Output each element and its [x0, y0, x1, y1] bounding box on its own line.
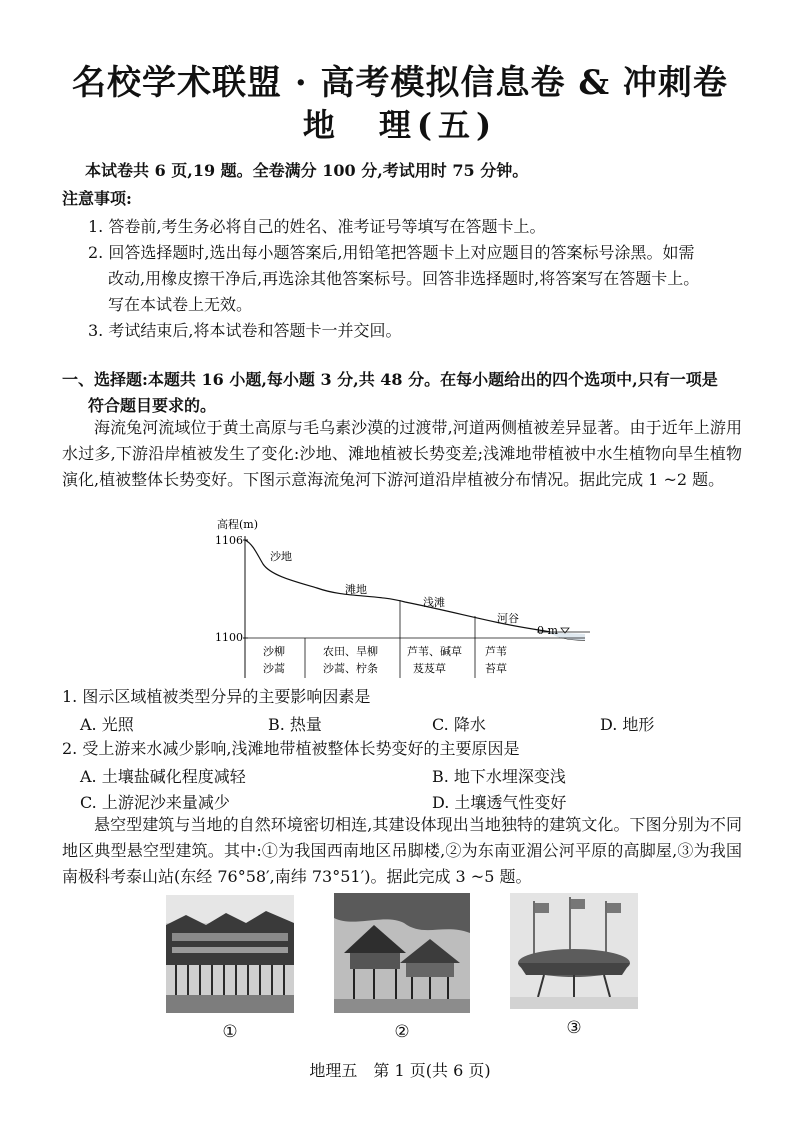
y-axis-label: 高程(m): [217, 518, 259, 531]
veg-sandland-1: 沙柳: [263, 645, 285, 658]
river-profile-diagram: [205, 510, 605, 685]
section-heading: 一、选择题:本题共 16 小题,每小题 3 分,共 48 分。在每小题给出的四个选项中,只有一项是: [62, 370, 718, 389]
subject-title: 地 理(五): [302, 106, 498, 144]
y-tick-1106: 1106: [215, 534, 243, 547]
q2-option-a: A. 土壤盐碱化程度减轻: [80, 767, 246, 786]
photo-taishan-station: [510, 893, 638, 1009]
photo-stilt-house-southwest: [166, 895, 294, 1013]
q2-option-b: B. 地下水埋深变浅: [432, 767, 566, 786]
y-tick-1100: 1100: [215, 631, 243, 644]
photo-caption-1: ①: [222, 1022, 238, 1042]
veg-floodland-2: 沙蒿、柠条: [323, 662, 378, 675]
zone-label-sandland: 沙地: [270, 550, 292, 563]
q1-option-d: D. 地形: [600, 715, 655, 734]
q2-option-c: C. 上游泥沙来量减少: [80, 793, 230, 812]
veg-sandland-2: 沙蒿: [263, 662, 285, 675]
notice-item-2-end: 写在本试卷上无效。: [108, 295, 253, 314]
photo-stilt-house-mekong: [334, 893, 470, 1013]
zone-label-floodland: 滩地: [345, 583, 367, 596]
q2-option-d: D. 土壤透气性变好: [432, 793, 567, 812]
notice-heading: 注意事项:: [62, 189, 132, 208]
question-1-stem: 1. 图示区域植被类型分异的主要影响因素是: [62, 687, 371, 706]
q1-option-a: A. 光照: [80, 715, 134, 734]
veg-shoal-2: 芨芨草: [413, 662, 446, 675]
exam-title: 名校学术联盟 · 高考模拟信息卷 & 冲刺卷: [72, 63, 728, 103]
terrain-profile-line: [245, 540, 585, 640]
photo-caption-3: ③: [566, 1018, 582, 1038]
veg-shoal-1: 芦苇、碱草: [407, 645, 462, 658]
exam-intro: 本试卷共 6 页,19 题。全卷满分 100 分,考试用时 75 分钟。: [85, 161, 529, 180]
section-heading-cont: 符合题目要求的。: [88, 396, 217, 415]
q1-option-c: C. 降水: [432, 715, 486, 734]
notice-item-2-cont: 改动,用橡皮擦干净后,再选涂其他答案标号。回答非选择题时,将答案写在答题卡上。: [108, 269, 700, 288]
notice-item-3: 3. 考试结束后,将本试卷和答题卡一并交回。: [88, 321, 402, 340]
zone-label-shoal: 浅滩: [423, 596, 445, 609]
photo-caption-2: ②: [394, 1022, 410, 1042]
zone-label-valley: 河谷: [497, 612, 519, 625]
question-2-stem: 2. 受上游来水减少影响,浅滩地带植被整体长势变好的主要原因是: [62, 739, 520, 758]
notice-item-2: 2. 回答选择题时,选出每小题答案后,用铅笔把答题卡上对应题目的答案标号涂黑。如需: [88, 243, 695, 262]
water-level-label: 0 m: [537, 624, 558, 637]
veg-floodland-1: 农田、旱柳: [323, 645, 378, 658]
passage-2: 悬空型建筑与当地的自然环境密切相连,其建设体现出当地独特的建筑文化。下图分别为不同地区典型悬空型建筑。其中:①为我国西南地区吊脚楼,②为东南亚湄公河平原的高脚屋,③为我国南极科考泰山站(东经 76°58′,南纬 73°51′)。据此完成 3 ~5 题。: [62, 815, 742, 886]
passage-1: 海流兔河流域位于黄土高原与毛乌素沙漠的过渡带,河道两侧植被差异显著。由于近年上游用水过多,下游沿岸植被发生了变化:沙地、滩地植被长势变差;浅滩地带植被中水生植物向旱生植物演化,植被整体长势变好。下图示意海流兔河下游河道沿岸植被分布情况。据此完成 1 ~2 题。: [62, 418, 742, 489]
q1-option-b: B. 热量: [268, 715, 322, 734]
veg-valley-1: 芦苇: [485, 645, 507, 658]
notice-item-1: 1. 答卷前,考生务必将自己的姓名、准考证号等填写在答题卡上。: [88, 217, 546, 236]
veg-valley-2: 苔草: [485, 662, 507, 675]
page-footer: 地理五 第 1 页(共 6 页): [309, 1061, 491, 1080]
